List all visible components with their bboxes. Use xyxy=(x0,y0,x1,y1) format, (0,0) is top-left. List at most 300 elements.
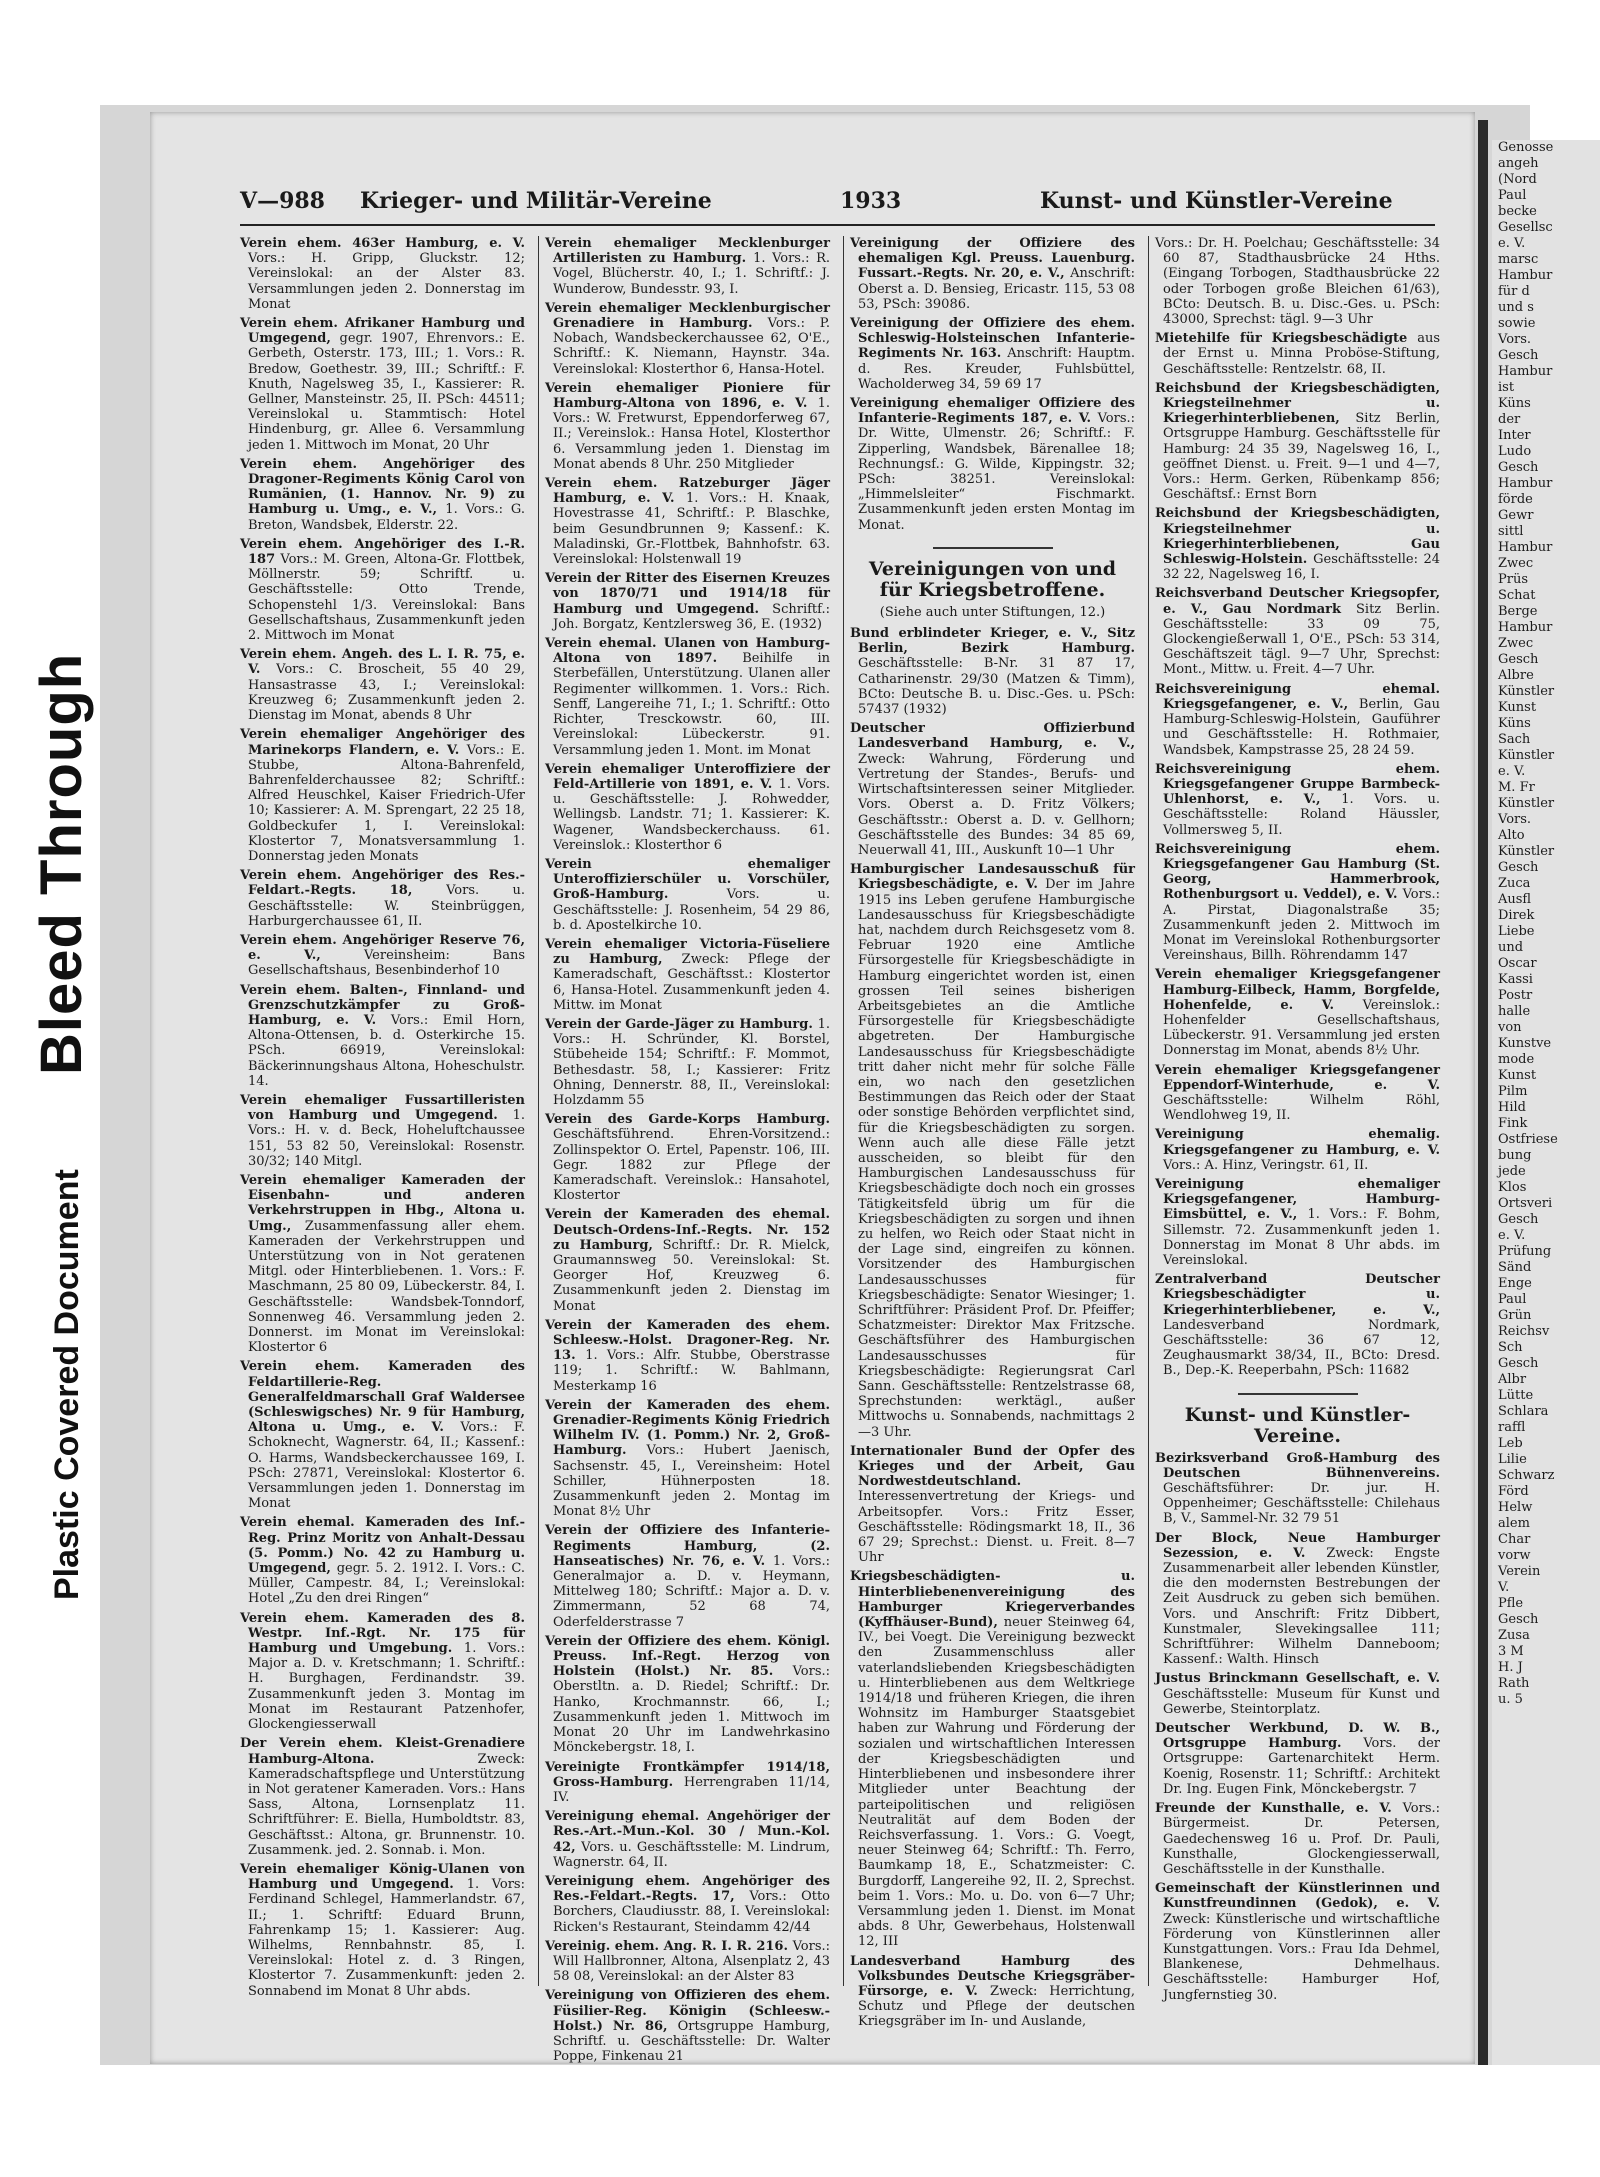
adjacent-page-fragment: von xyxy=(1498,1020,1522,1035)
adjacent-page-fragment: u. 5 xyxy=(1498,1692,1523,1707)
directory-entry xyxy=(240,316,525,453)
entry-details: 1. Vors.: Alfr. Stubbe, Oberstrasse 119; 1. Schriftf.: W. Bahlmann, Mesterkamp 16 xyxy=(553,1348,830,1394)
entry-details: 1. Vors.: H. Knaak, Hovestrasse 41, Schriftf.: P. Blaschke, beim Gesundbrunnen 9; Kassenf.: K. Maladinski, Gr.-Flottbek, Bahnhofstr. 63. Vereinslokal: Holstenwall 19 xyxy=(553,491,830,568)
entry-details: Berlin, Gau Hamburg-Schleswig-Holstein, Gauführer und Geschäftsstelle: H. Rothmaier, Wandsbek, Kampstrasse 25, 28 24 59. xyxy=(1163,696,1440,758)
adjacent-page-fragment: Hambur xyxy=(1498,540,1553,555)
adjacent-page-fragment: Künstler xyxy=(1498,748,1555,763)
entry-details: Zweck: Wahrung, Förderung und Vertretung der Standes-, Berufs- und Wirtschaftsinteressen seiner Mitglieder. Vors. Oberst a. D. Fritz Völkers; Geschäftsstr.: Oberst a. D. v. Gellhorn; Geschäftsstelle des Bundes: 34 85 69, Neuerwall 41, III., Auskunft 10—1 Uhr xyxy=(858,751,1135,858)
directory-entry xyxy=(240,1173,525,1355)
entry-name: Verein ehemaliger Kriegsgefangener Eppendorf-Winterhude, e. V. xyxy=(1155,1062,1440,1093)
directory-entry xyxy=(240,1736,525,1858)
directory-entry xyxy=(1155,1177,1440,1268)
adjacent-page-fragment: Hambur xyxy=(1498,364,1553,379)
adjacent-page-fragment: Genosse xyxy=(1498,140,1554,155)
adjacent-page-fragment: bung xyxy=(1498,1148,1532,1163)
adjacent-page-fragment: Schlara xyxy=(1498,1404,1549,1419)
directory-entry xyxy=(1155,586,1440,677)
entry-name: Verein ehemaliger König-Ulanen von Hamburg und Umgegend. xyxy=(240,1861,525,1893)
adjacent-page-fragment: förde xyxy=(1498,492,1533,507)
directory-entry xyxy=(545,1634,830,1756)
entry-name: Verein ehemaliger Pioniere für Hamburg-Altona von 1896, e. V. xyxy=(545,380,830,412)
entry-details: 1. Vors. u. Geschäftsstelle: J. Rohwedder, Wellingsb. Landstr. 71; 1. Kassierer: K. Wagener, Wandsbeckerchauss. 61. Vereinslok.: Klosterthor 6 xyxy=(553,776,830,853)
entry-name: Reichsvereinigung ehem. Kriegsgefangener Gruppe Barmbeck-Uhlenhorst, e. V., xyxy=(1155,761,1440,808)
directory-entry xyxy=(545,1874,830,1935)
entry-details: Vors.: H. Gripp, Gluckstr. 12; Vereinslokal: an der Alster 83. Versammlungen jeden 2. Donnerstag im Monat xyxy=(248,251,525,312)
adjacent-page-fragment: halle xyxy=(1498,1004,1531,1019)
entry-name: Deutscher Werkbund, D. W. B., Ortsgruppe Hamburg. xyxy=(1155,1721,1440,1752)
entry-details: Sitz Berlin. Geschäftsstelle: 33 09 75, Glockengießerwall 1, O'E., PSch: 53 314, Geschäftszeit tägl. 9—7 Uhr, Sprechst: Mont., Mittw. u. Freit. 4—7 Uhr. xyxy=(1163,601,1440,678)
entry-name: Verein der Kameraden des ehem. Grenadier-Regiments König Friedrich Wilhelm IV. (1. Pomm.) Nr. 2, Groß-Hamburg. xyxy=(545,1397,830,1459)
adjacent-page-fragment: Grün xyxy=(1498,1308,1532,1323)
adjacent-page-fragment: Liebe xyxy=(1498,924,1535,939)
adjacent-page-fragment: Künstler xyxy=(1498,684,1555,699)
directory-entry xyxy=(850,626,1135,717)
directory-entry xyxy=(240,1093,525,1169)
entry-details: Vors.: M. Green, Altona-Gr. Flottbek, Möllnerstr. 59; Schriftf. u. Geschäftsstelle: Otto Trende, Schopenstehl 1/3. Vereinslokal: Bans Gesellschaftshaus, Zusammenkunft jeden 2. Mittwoch im Monat xyxy=(248,552,525,644)
entry-details: Zweck: Künstlerische und wirtschaftliche Förderung von Künstlerinnen aller Kunstgattungen. Vors.: Frau Ida Dehmel, Blankenese, Dehmelhaus. Geschäftsstelle: Hamburger Hof, Jungfernstieg 30. xyxy=(1163,1911,1440,2003)
adjacent-page-fragment: Hambur xyxy=(1498,620,1553,635)
entry-name: Verein ehem. Angehöriger des Res.-Feldart.-Regts. 18, xyxy=(240,868,525,899)
column-4 xyxy=(1155,236,1441,2003)
adjacent-page-fragment: Leb xyxy=(1498,1436,1523,1451)
directory-entry xyxy=(1155,331,1440,377)
directory-entry xyxy=(1155,1063,1440,1124)
column-divider xyxy=(843,236,844,1986)
entry-details: Vors. der Ortsgruppe: Gartenarchitekt Herm. Koenig, Rosenstr. 11; Schriftf.: Architekt Dr. Ing. Eugen Fink, Mönckebergstr. 7 xyxy=(1163,1736,1441,1797)
adjacent-page-fragment: Sch xyxy=(1498,1340,1523,1355)
entry-name: Verein ehemal. Kameraden des Inf.-Reg. Prinz Moritz von Anhalt-Dessau (5. Pomm.) No. 42 zu Hamburg u. Umgegend, xyxy=(240,1515,525,1577)
entry-details: Vors.: C. Broscheit, 55 40 29, Hansastrasse 43, I.; Vereinslokal: Kreuzweg 6; Zusammenkunft jeden 2. Dienstag im Monat, abends 8 Uhr xyxy=(248,662,525,724)
directory-entry xyxy=(850,1444,1135,1566)
entry-details: 1. Vors.: R. Vogel, Blücherstr. 40, I.; 1. Schriftf.: J. Wunderow, Bundesstr. 93, I. xyxy=(553,251,830,297)
adjacent-page-fragment: Küns xyxy=(1498,396,1531,411)
entry-name: Verein ehemaliger Fussartilleristen von Hamburg und Umgegend. xyxy=(240,1092,525,1124)
adjacent-page-fragment: und s xyxy=(1498,300,1534,315)
entry-name: Verein ehemal. Ulanen von Hamburg-Altona von 1897. xyxy=(545,636,830,667)
entry-name: Verein ehemaliger Mecklenburger Artilleristen zu Hamburg. xyxy=(545,236,830,267)
entry-details: 1. Vors.: H. Schründer, Kl. Borstel, Stübeheide 154; Schriftf.: F. Mommot, Bethesdastr. 58, I.; Kassierer: Fritz Ohning, Dennerstr. 88, II., Vereinslokal: Holzdamm 55 xyxy=(553,1016,830,1108)
entry-details: 1. Vors.: Major a. D. v. Kretschmann; 1. Schriftf.: H. Burghagen, Ferdinandstr. 39. Zusammenkunft jeden 3. Montag im Monat im Restaurant Patzenhofer, Glockengiesserwall xyxy=(248,1641,525,1733)
entry-name: Landesverband Hamburg des Volksbundes Deutsche Kriegsgräber-Fürsorge, e. V. xyxy=(850,1953,1135,1999)
entry-details: neuer Steinweg 64, IV., bei Voegt. Die Vereinigung bezweckt den Zusammenschluss aller vaterlandsliebenden Kriegsbeschädigten u. Hinterbliebenen aus dem Weltkriege 1914/18 und früheren Kriegen, die ihren Wohnsitz im Hamburger Staatsgebiet haben zur Wahrung und Förderung der sozialen und wirtschaftlichen Interessen der Kriegsbeschädigten und Hinterbliebenen und insbesondere ihrer Mitglieder unter Beachtung der parteipolitischen und religiösen Neutralität auf dem Boden der Reichsverfassung. 1. Vors.: G. Voegt, neuer Steinweg 64; Schriftf.: Th. Ferro, Baumkamp 18, E., Schatzmeister: C. Burgdorff, Langereihe 92, II. 2, Sprechst. beim 1. Vors.: Mo. u. Do. von 6—7 Uhr; Versammlung jeden 1. Dienst. im Monat abds. 8 Uhr, Gewerbehaus, Holstenwall 12, III xyxy=(858,1615,1136,1950)
directory-entry xyxy=(545,571,830,632)
directory-entry xyxy=(545,636,830,758)
entry-name: Gemeinschaft der Künstlerinnen und Kunstfreundinnen (Gedok), e. V. xyxy=(1155,1881,1440,1912)
directory-entry xyxy=(1155,1127,1440,1173)
adjacent-page-fragment: V. xyxy=(1498,1580,1510,1595)
entry-details: Geschäftsstelle: Museum für Kunst und Gewerbe, Steintorplatz. xyxy=(1163,1686,1440,1717)
entry-name: Verein der Offiziere des Infanterie-Regiments Hamburg, (2. Hanseatisches) Nr. 76, e. V. xyxy=(545,1523,830,1569)
directory-entry xyxy=(1155,762,1440,838)
entry-name: Reichsbund der Kriegsbeschädigten, Kriegsteilnehmer u. Kriegerhinterbliebenen, xyxy=(1155,380,1440,427)
entry-details: Vors.: A. Pirstat, Diagonalstraße 35; Zusammenkunft jeden 2. Mittwoch im Monat im Vereinslokal Rothenburgsorter Vereinshaus, Billh. Röhrendamm 147 xyxy=(1163,887,1440,964)
entry-name: Vereinig. ehem. Ang. R. I. R. 216. xyxy=(545,1938,793,1954)
entry-details: Vors. u. Geschäftsstelle: J. Rosenheim, 54 29 86, b. d. Apostelkirche 10. xyxy=(553,887,830,933)
entry-name: Reichsverband Deutscher Kriegsopfer, e. V., Gau Nordmark xyxy=(1155,586,1440,617)
adjacent-page-fragment: Gesch xyxy=(1498,1612,1539,1627)
adjacent-page-fragment: jede xyxy=(1498,1164,1526,1179)
directory-entry xyxy=(850,236,1135,312)
entry-name: Verein ehemaliger Victoria-Füseliere zu Hamburg, xyxy=(545,936,830,968)
adjacent-page-fragment: Inter xyxy=(1498,428,1531,443)
entry-name: Deutscher Offizierbund Landesverband Hamburg, e. V., xyxy=(850,721,1135,752)
entry-name: Verein ehemaliger Angehöriger des Marinekorps Flandern, e. V. xyxy=(240,727,525,758)
entry-name: Verein ehem. 463er Hamburg, e. V. xyxy=(240,236,525,251)
entry-details: Schriftf.: Dr. R. Mielck, Graumannsweg 50. Vereinslokal: St. Georger Hof, Kreuzweg 6. Zusammenkunft jeden 2. Dienstag im Monat xyxy=(553,1237,830,1314)
directory-entry xyxy=(1155,381,1440,503)
adjacent-page-fragment: Gesch xyxy=(1498,860,1539,875)
directory-entry xyxy=(545,1809,830,1870)
directory-entry xyxy=(545,1207,830,1313)
entry-name: Verein ehem. Kameraden des Feldartillerie-Reg. Generalfeldmarschall Graf Waldersee (Schleswigsches) Nr. 9 für Hamburg, Altona u. Umg., e. V. xyxy=(240,1359,525,1436)
adjacent-page-fragment: 3 M xyxy=(1498,1644,1524,1659)
adjacent-page-fragment: für d xyxy=(1498,284,1530,299)
adjacent-page-fragment: und xyxy=(1498,940,1524,955)
adjacent-page-fragment: Prüs xyxy=(1498,572,1529,587)
column-2 xyxy=(545,236,831,2065)
section-rule xyxy=(1238,1393,1358,1395)
adjacent-page-fragment: Prüfung xyxy=(1498,1244,1552,1259)
adjacent-page-fragment: Kunst xyxy=(1498,700,1537,715)
entry-name: Vereinigung ehemalig. Kriegsgefangener zu Hamburg, e. V. xyxy=(1155,1127,1440,1158)
page-gutter xyxy=(1478,120,1488,2065)
entry-name: Verein ehem. Ratzeburger Jäger Hamburg, e. V. xyxy=(545,476,830,507)
adjacent-page-fragment: Ortsveri xyxy=(1498,1196,1553,1211)
directory-entry xyxy=(240,1515,525,1606)
adjacent-page-fragment: Förd xyxy=(1498,1484,1529,1499)
directory-entry xyxy=(1155,236,1440,327)
directory-entry xyxy=(240,933,525,979)
entry-details: 1. Vors.: Generalmajor a. D. v. Heymann, Mittelweg 180; Schriftf.: Major a. D. v. Zimmermann, 52 68 74, Oderfelderstrasse 7 xyxy=(553,1553,830,1630)
entry-details: Zweck: Kameradschaftspflege und Unterstützung in Not geratener Kameraden. Vors.: Hans Sass, Altona, Lornsenplatz 11. Schriftführer: E. Biella, Humboldtstr. 83, Geschäftsst.: Altona, gr. Brunnenstr. 10. Zusammenk. jed. 2. Sonnab. i. Mon. xyxy=(248,1751,525,1858)
entry-details: Geschäftsstelle: Wilhelm Röhl, Wendlohweg 19, II. xyxy=(1163,1092,1440,1124)
adjacent-page-fragment: e. V. xyxy=(1498,236,1526,251)
directory-entry xyxy=(240,1611,525,1733)
adjacent-page-fragment: Paul xyxy=(1498,1292,1527,1307)
entry-details: Vors.: Dr. Witte, Ulmenstr. 26; Schriftf.: F. Zipperling, Wandsbek, Bärenallee 18; Rechnungsf.: G. Wilde, Kippingstr. 32; PSch: 38251. Vereinslokal: „Himmelsleiter“ Fischmarkt. Zusammenkunft jeden ersten Montag im Monat. xyxy=(858,411,1135,533)
entry-details: Vors.: P. Nobach, Wandsbeckerchaussee 62, O'E., Schriftf.: K. Niemann, Haynstr. 34a. Vereinslokal: Klosterthor 6, Hansa-Hotel. xyxy=(553,316,830,377)
header-left-title: Krieger- und Militär-Vereine xyxy=(360,188,712,214)
adjacent-page-fragment: Alto xyxy=(1498,828,1525,843)
entry-name: Bezirksverband Groß-Hamburg des Deutschen Bühnenvereins. xyxy=(1155,1450,1440,1481)
adjacent-page-fragment: Pfle xyxy=(1498,1596,1524,1611)
adjacent-page-fragment: ist xyxy=(1498,380,1515,395)
adjacent-page-fragment: Oscar xyxy=(1498,956,1537,971)
entry-name: Reichsvereinigung ehemal. Kriegsgefangener, e. V., xyxy=(1155,681,1440,712)
entry-details: gegr. 5. 2. 1912. I. Vors.: C. Müller, Campestr. 84, I.; Vereinslokal: Hotel „Zu den drei Ringen“ xyxy=(248,1561,525,1607)
entry-name: Verein ehem. Angeh. des L. I. R. 75, e. V. xyxy=(240,647,525,678)
entry-details: Vors.: E. Stubbe, Altona-Bahrenfeld, Bahrenfelderchaussee 82; Schriftf.: Alfred Heuschkel, Kaiser Friedrich-Ufer 10; Kassierer: A. M. Sprengart, 22 25 18, Goldbeckufer 1, I. Vereinslokal: Klostertor 7, Monatsversammlung 1. Donnerstag jeden Monats xyxy=(248,742,525,864)
adjacent-page-fragment: Sänd xyxy=(1498,1260,1532,1275)
directory-entry xyxy=(545,937,830,1013)
entry-name: Vereinigung ehemaliger Offiziere des Infanterie-Regiments 187, e. V. xyxy=(850,396,1135,427)
entry-details: Vors.: Will Hallbronner, Altona, Alsenplatz 2, 43 58 08, Vereinslokal: an der Alster 83 xyxy=(553,1938,830,1985)
entry-name: Vereinigung von Offizieren des ehem. Füsilier-Reg. Königin (Schleesw.-Holst.) Nr. 86, xyxy=(545,1988,830,2034)
directory-entry xyxy=(1155,506,1440,582)
adjacent-page-fragment: (Nord xyxy=(1498,172,1537,187)
directory-entry xyxy=(1155,967,1440,1058)
adjacent-page-fragment: sittl xyxy=(1498,524,1524,539)
directory-entry xyxy=(240,457,525,533)
section-heading: Kunst- und Künstler-Vereine. xyxy=(1184,1403,1411,1447)
section-note: (Siehe auch unter Stiftungen, 12.) xyxy=(879,604,1106,620)
adjacent-page-fragment: Gesch xyxy=(1498,460,1539,475)
directory-entry xyxy=(850,316,1135,392)
entry-details: Landesverband Nordmark, Geschäftsstelle: 36 67 12, Zeughausmarkt 38/34, II., BCto: Dresd. B., Dep.-K. Reeperbahn, PSch: 11682 xyxy=(1163,1317,1440,1379)
entry-details: Vors.: Otto Borchers, Claudiusstr. 88, I. Vereinslokal: Ricken's Restaurant, Steindamm 42/44 xyxy=(553,1889,831,1935)
header-year: 1933 xyxy=(840,188,902,214)
directory-entry xyxy=(850,1569,1135,1949)
adjacent-page-fragment: Hambur xyxy=(1498,476,1553,491)
entry-name: Verein ehemaliger Mecklenburgischer Grenadiere in Hamburg. xyxy=(545,300,830,332)
adjacent-page-fragment: Reichsv xyxy=(1498,1324,1550,1339)
adjacent-page-fragment: marsc xyxy=(1498,252,1539,267)
entry-details: Anschrift: Hauptm. d. Res. Kreuder, Fuhlsbüttel, Wacholderweg 34, 59 69 17 xyxy=(858,346,1135,392)
entry-details: Vors. u. Geschäftsstelle: W. Steinbrüggen, Harburgerchaussee 61, II. xyxy=(248,883,525,929)
adjacent-page-fragment: Verein xyxy=(1498,1564,1541,1579)
adjacent-page-fragment: Kunstve xyxy=(1498,1036,1552,1051)
entry-name: Verein der Garde-Jäger zu Hamburg. xyxy=(545,1016,818,1032)
entry-name: Verein der Offiziere des ehem. Königl. Preuss. Inf.-Regt. Herzog von Holstein (Holst.) Nr. 85. xyxy=(545,1633,830,1680)
entry-name: Bund erblindeter Krieger, e. V., Sitz Berlin, Bezirk Hamburg. xyxy=(850,626,1135,657)
entry-name: Verein ehemaliger Kameraden der Eisenbahn- und anderen Verkehrstruppen in Hbg., Altona u. Umg., xyxy=(240,1172,525,1234)
column-1 xyxy=(240,236,526,1999)
directory-entry xyxy=(1155,842,1440,964)
adjacent-page-fragment: Zusa xyxy=(1498,1628,1530,1643)
entry-details: Schriftf.: Joh. Borgatz, Kentzlersweg 36, E. (1932) xyxy=(553,601,830,632)
directory-entry xyxy=(545,1760,830,1806)
entry-details: Zusammenfassung aller ehem. Kameraden der Verkehrstruppen und Unterstützung von in Not geratenen Mitgl. oder Hinterbliebenen. 1. Vors.: F. Maschmann, 25 80 09, Lübeckerstr. 84, I. Geschäftsstelle: Wandsbek-Tonndorf, Sonnenweg 46. Versammlung jeden 2. Donnerst. im Monat im Vereinslokal: Klostertor 6 xyxy=(248,1218,525,1356)
entry-name: Verein ehem. Balten-, Finnland- und Grenzschutzkämpfer zu Groß-Hamburg, e. V. xyxy=(240,982,525,1028)
entry-details: Sitz Berlin, Ortsgruppe Hamburg. Geschäftsstelle für Hamburg: 24 35 39, Nagelsweg 16, I., geöffnet Dienst. u. Freit. 9—1 und 4—7, Vors.: Herm. Gerken, Rübenkamp 856; Geschäftsf.: Ernst Born xyxy=(1163,411,1440,503)
entry-details: Vors.: Hubert Jaenisch, Sachsenstr. 45, I., Vereinsheim: Hotel Schiller, Hühnerposten 18. Zusammenkunft jeden 2. Montag im Monat 8½ Uhr xyxy=(553,1443,830,1520)
adjacent-page-fragment: mode xyxy=(1498,1052,1535,1067)
adjacent-page-fragment: Kunst xyxy=(1498,1068,1537,1083)
entry-name: Verein ehemaliger Kriegsgefangener Hamburg-Eilbeck, Hamm, Borgfelde, Hohenfelde, e. V. xyxy=(1155,967,1440,1013)
plastic-covered-label: Plastic Covered Document xyxy=(48,1169,86,1600)
adjacent-page-fragment: alem xyxy=(1498,1516,1530,1531)
entry-name: Verein ehem. Angehöriger des Dragoner-Regiments König Carol von Rumänien, (1. Hannov. Nr. 9) zu Hamburg u. Umg., e. V., xyxy=(240,456,525,518)
adjacent-page-fragment: H. J xyxy=(1498,1660,1523,1675)
entry-details: aus der Ernst u. Minna Proböse-Stiftung, Geschäftsstelle: Rentzelstr. 68, II. xyxy=(1163,331,1440,377)
entry-name: Reichsbund der Kriegsbeschädigten, Kriegsteilnehmer u. Kriegerhinterbliebenen, Gau Schleswig-Holstein. xyxy=(1155,506,1440,568)
entry-details: Vereinslok.: Hohenfelder Gesellschaftshaus, Lübeckerstr. 91. Versammlung jed ersten Donnerstag im Monat, abends 8½ Uhr. xyxy=(1163,997,1440,1059)
adjacent-page-fragment: Gesellsc xyxy=(1498,220,1553,235)
adjacent-page-fragment: sowie xyxy=(1498,316,1536,331)
directory-entry xyxy=(545,236,830,297)
entry-details: 1. Vors. u. Geschäftsstelle: Roland Häussler, Vollmersweg 5, II. xyxy=(1163,792,1440,838)
entry-details: gegr. 1907, Ehrenvors.: E. Gerbeth, Osterstr. 173, III.; 1. Vors.: R. Bredow, Goethestr. 39, III.; Schriftf.: F. Knuth, Nagelsweg 35, I., Kassierer: R. Gellner, Mansteinstr. 25, II. PSch: 44511; Vereinslokal u. Stammtisch: Hotel Hindenburg, gr. Allee 6. Versammlung jeden 1. Mittwoch im Monat, 20 Uhr xyxy=(248,331,525,453)
adjacent-page-fragment: Direk xyxy=(1498,908,1535,923)
directory-entry xyxy=(240,236,525,312)
adjacent-page-fragment: vorw xyxy=(1498,1548,1531,1563)
entry-details: Vors.: F. Schoknecht, Wagnerstr. 64, II.; Kassenf.: O. Harms, Wandsbeckerchaussee 169, I. PSch: 27871, Vereinslokal: Klostertor 6. Versammlungen jeden 1. Donnerstag im Monat xyxy=(248,1420,525,1512)
adjacent-page-fragment: Schat xyxy=(1498,588,1536,603)
adjacent-page-fragment: Paul xyxy=(1498,188,1527,203)
directory-entry xyxy=(850,396,1135,533)
adjacent-page-fragment: Ostfriese xyxy=(1498,1132,1558,1147)
entry-name: Verein der Kameraden des ehem. Schleesw.-Holst. Dragoner-Reg. Nr. 13. xyxy=(545,1317,830,1364)
directory-entry xyxy=(240,868,525,929)
directory-entry xyxy=(240,537,525,643)
entry-details: Zweck: Herrichtung, Schutz und Pflege der deutschen Kriegsgräber im In- und Auslande, xyxy=(858,1983,1135,2030)
header-rule xyxy=(240,224,1435,226)
entry-details: 1. Vors: Ferdinand Schlegel, Hammerlandstr. 67, II.; 1. Schriftf: Eduard Brunn, Fahrenkamp 15; 1. Kassierer: Aug. Wilhelms, Rennbahnstr. 85, I. Vereinslokal: Hotel z. d. 3 Ringen, Klostertor 7. Zusammenkunft: jeden 2. Sonnabend im Monat 8 Uhr abds. xyxy=(248,1877,525,1999)
adjacent-page-fragment: Postr xyxy=(1498,988,1533,1003)
entry-name: Vereinigung ehemaliger Kriegsgefangener, Hamburg-Eimsbüttel, e. V., xyxy=(1155,1176,1440,1223)
entry-details: Vereinsheim: Bans Gesellschaftshaus, Besenbinderhof 10 xyxy=(248,948,525,979)
entry-name: Freunde der Kunsthalle, e. V. xyxy=(1155,1801,1403,1817)
entry-name: Verein der Kameraden des ehemal. Deutsch-Ordens-Inf.-Regts. Nr. 152 zu Hamburg, xyxy=(545,1207,830,1253)
entry-details: Geschäftsführend. Ehren-Vorsitzend.: Zollinspektor O. Ertel, Papenstr. 106, III. Gegr. 1882 zur Pflege der Kameradschaft. Vereinslok.: Hansahotel, Klostertor xyxy=(553,1127,830,1204)
entry-name: Mietehilfe für Kriegsbeschädigte xyxy=(1155,331,1418,347)
adjacent-page-fragment: Gesch xyxy=(1498,348,1539,363)
adjacent-page-fragment: Zuca xyxy=(1498,876,1531,891)
entry-name: Verein ehemaliger Unteroffiziere der Feld-Artillerie von 1891, e. V. xyxy=(545,761,830,792)
entry-details: Zweck: Engste Zusammenarbeit aller lebenden Künstler, die den modernsten Bestrebungen der Zeit Ausdruck zu geben sich bemühen. Vors. und Anschrift: Fritz Dibbert, Kunstmaler, Slevekingsallee 111; Schriftführer: Wilhelm Danneboom; Kassenf.: Walth. Hinsch xyxy=(1163,1545,1440,1668)
entry-name: Vereinigung ehem. Angehöriger des Res.-Feldart.-Regts. 17, xyxy=(545,1873,830,1905)
directory-entry xyxy=(545,762,830,853)
entry-name: Verein der Ritter des Eisernen Kreuzes von 1870/71 und 1914/18 für Hamburg und Umgegend. xyxy=(545,571,830,617)
entry-name: Reichsvereinigung ehem. Kriegsgefangener Gau Hamburg (St. Georg, Hammerbrook, Rothenburgsort u. Veddel), e. V. xyxy=(1155,841,1440,903)
directory-entry xyxy=(545,1523,830,1629)
adjacent-page-fragment: e. V. xyxy=(1498,764,1526,779)
directory-entry xyxy=(545,476,830,567)
directory-entry xyxy=(240,1862,525,1999)
adjacent-page-fragment: becke xyxy=(1498,204,1537,219)
column-3 xyxy=(850,236,1136,2030)
entry-details: Vors.: Dr. H. Poelchau; Geschäftsstelle: 34 60 87, Stadthausbrücke 24 Hths. (Eingang Torbogen, Stadthausbrücke 22 oder Torbogen große Bleichen 61/63), BCto: Deutsch. B. u. Disc.-Ges. u. PSch: 43000, Sprechst: tägl. 9—3 Uhr xyxy=(1155,236,1440,328)
entry-details: Vors.: Emil Horn, Altona-Ottensen, b. d. Osterkirche 15. PSch. 66919, Vereinslokal: Bäckerinnungshaus Altona, Hoheschulstr. 14. xyxy=(248,1012,526,1089)
entry-details: Vors.: Oberstltn. a. D. Riedel; Schriftf.: Dr. Hanko, Krochmannstr. 66, I.; Zusammenkunft jeden 1. Mittwoch im Monat 20 Uhr im Landwehrkasino Mönckebergstr. 18, I. xyxy=(553,1664,830,1756)
entry-details: Der im Jahre 1915 ins Leben gerufene Hamburgische Landesausschuss für Kriegsbeschädigte hat, nachdem durch Reichsgesetz vom 8. Februar 1920 eine Amtliche Fürsorgestelle für Kriegsbeschädigte in Hamburg eingerichtet worden ist, einen grossen Teil seines bisherigen Arbeitsgebietes an die Amtliche Fürsorgestelle für Kriegsbeschädigte abgetreten. Der Hamburgische Landesausschuss für Kriegsbeschädigte tritt daher nicht mehr für solche Fälle ein, wo nach den gesetzlichen Bestimmungen das Reich oder der Staat oder sonstige Behörden verpflichtet sind, für die Kriegsbeschädigten zu sorgen. Wenn auch alle diese Fälle jetzt ausscheiden, so bleibt für den Hamburgischen Landesausschuss für Kriegsbeschädigte doch noch ein grosses Tätigkeitsfeld übrig um für die Kriegsbeschädigten zu sorgen und ihnen zu helfen, wo Reich oder Staat nicht in der Lage sind, eingreifen zu können. Vorsitzender des Hamburgischen Landesausschusses für Kriegsbeschädigte: Senator Wiesinger; 1. Schriftführer: Präsident Prof. Dr. Pfeiffer; Schatzmeister: Direktor Max Fritzsche. Geschäftsführer des Hamburgischen Landesausschusses für Kriegsbeschädigte: Regierungsrat Carl Sann. Geschäftsstelle: Rentzelstrasse 68, Sprechstunden: werktägl., außer Mittwochs u. Sonnabends, nachmittags 2—3 Uhr. xyxy=(858,877,1135,1440)
directory-entry xyxy=(545,1017,830,1108)
adjacent-page-fragment: Gesch xyxy=(1498,1212,1539,1227)
adjacent-page-fragment: Hambur xyxy=(1498,268,1553,283)
adjacent-page-fragment: Zwec xyxy=(1498,556,1534,571)
directory-entry xyxy=(850,862,1135,1440)
entry-details: 1. Vors.: G. Breton, Wandsbek, Elderstr. 22. xyxy=(248,502,525,533)
entry-name: Verein ehemaliger Unteroffizierschüler u. Vorschüler, Groß-Hamburg. xyxy=(545,856,830,903)
directory-entry xyxy=(1155,1721,1440,1797)
entry-name: Der Block, Neue Hamburger Sezession, e. V. xyxy=(1155,1530,1440,1561)
adjacent-page-fragment: Küns xyxy=(1498,716,1531,731)
directory-entry xyxy=(545,1939,830,1985)
directory-entry xyxy=(240,727,525,864)
directory-entry xyxy=(1155,1272,1440,1378)
adjacent-page-fragment: Fink xyxy=(1498,1116,1528,1131)
entry-details: Herrengraben 11/14, IV. xyxy=(553,1774,830,1805)
directory-entry xyxy=(1155,682,1440,758)
adjacent-page-fragment: Gesch xyxy=(1498,652,1539,667)
entry-name: Verein ehem. Afrikaner Hamburg und Umgegend, xyxy=(240,316,525,347)
page-header xyxy=(240,188,1440,220)
entry-details: Anschrift: Oberst a. D. Bensieg, Ericastr. 115, 53 08 53, PSch: 39086. xyxy=(858,266,1135,312)
entry-details: 1. Vors.: W. Fretwurst, Eppendorferweg 67, II.; Vereinslok.: Hansa Hotel, Klosterthor 6. Versammlung jeden 1. Dienstag im Monat abends 8 Uhr. 250 Mitglieder xyxy=(553,396,830,472)
adjacent-page-fragment: Zwec xyxy=(1498,636,1534,651)
adjacent-page-fragment: M. Fr xyxy=(1498,780,1535,795)
adjacent-page-fragment: Vors. xyxy=(1498,812,1532,827)
directory-entry xyxy=(1155,1881,1440,2003)
entry-name: Verein ehem. Angehöriger des I.-R. 187 xyxy=(240,536,525,568)
directory-entry xyxy=(850,721,1135,858)
section-rule xyxy=(933,547,1053,549)
adjacent-page-fragment: Lütte xyxy=(1498,1388,1534,1403)
entry-name: Justus Brinckmann Gesellschaft, e. V. xyxy=(1155,1671,1440,1687)
entry-details: 1. Vors.: F. Bohm, Sillemstr. 72. Zusammenkunft jeden 1. Donnerstag im Monat 8 Uhr abds. im Vereinslokal. xyxy=(1163,1207,1441,1268)
entry-details: Geschäftsführer: Dr. jur. H. Oppenheimer; Geschäftsstelle: Chilehaus B, V., Sammel-Nr. 32 79 51 xyxy=(1163,1481,1440,1527)
column-divider xyxy=(1148,236,1149,1986)
adjacent-page-fragment: Rath xyxy=(1498,1676,1530,1691)
directory-entry xyxy=(850,1954,1135,2030)
adjacent-page-fragment: Helw xyxy=(1498,1500,1533,1515)
adjacent-page-fragment: Kassi xyxy=(1498,972,1533,987)
directory-entry xyxy=(545,381,830,472)
adjacent-page-fragment: Pilm xyxy=(1498,1084,1528,1099)
adjacent-page-fragment: Klos xyxy=(1498,1180,1527,1195)
entry-details: Zweck: Pflege der Kameradschaft, Geschäftsst.: Klostertor 6, Hansa-Hotel. Zusammenkunft jeden 4. Mittw. im Monat xyxy=(553,952,830,1013)
directory-entry xyxy=(240,647,525,723)
entry-details: Vors.: A. Hinz, Veringstr. 61, II. xyxy=(1163,1157,1369,1173)
adjacent-page-fragment: Hild xyxy=(1498,1100,1526,1115)
directory-entry xyxy=(545,1318,830,1394)
directory-entry xyxy=(240,983,525,1089)
header-right-title: Kunst- und Künstler-Vereine xyxy=(1040,188,1393,214)
entry-name: Vereinigte Frontkämpfer 1914/18, Gross-Hamburg. xyxy=(545,1759,830,1790)
entry-name: Internationaler Bund der Opfer des Krieges und der Arbeit, Gau Nordwestdeutschland. xyxy=(850,1443,1135,1490)
directory-entry xyxy=(1155,1531,1440,1668)
adjacent-page-fragment: Sach xyxy=(1498,732,1531,747)
directory-entry xyxy=(545,857,830,933)
adjacent-page-fragment: Char xyxy=(1498,1532,1531,1547)
adjacent-page-fragment: Enge xyxy=(1498,1276,1532,1291)
adjacent-page-fragment: Berge xyxy=(1498,604,1538,619)
entry-name: Verein ehem. Kameraden des 8. Westpr. Inf.-Rgt. Nr. 175 für Hamburg und Umgebung. xyxy=(240,1610,525,1657)
adjacent-page-fragment: Künstler xyxy=(1498,844,1555,859)
adjacent-page-fragment: Albr xyxy=(1498,1372,1527,1387)
directory-entry xyxy=(240,1359,525,1511)
adjacent-page xyxy=(1492,140,1600,2065)
directory-entry xyxy=(1155,1451,1440,1527)
entry-name: Vereinigung der Offiziere des ehem. Schleswig-Holsteinschen Infanterie-Regiments Nr. 163. xyxy=(850,316,1135,362)
directory-entry xyxy=(545,1988,830,2064)
entry-details: Vors.: Bürgermeist. Dr. Petersen, Gaedechensweg 16 u. Prof. Dr. Pauli, Kunsthalle, Glockengiesserwall, Geschäftsstelle in der Kunsthalle. xyxy=(1163,1801,1440,1877)
directory-entry xyxy=(545,1112,830,1203)
adjacent-page-fragment: Lilie xyxy=(1498,1452,1527,1467)
entry-details: Geschäftsstelle: 24 32 22, Nagelsweg 16, I. xyxy=(1163,552,1440,583)
entry-name: Hamburgischer Landesausschuß für Kriegsbeschädigte, e. V. xyxy=(850,862,1135,893)
entry-name: Verein ehem. Angehöriger Reserve 76, e. V., xyxy=(240,932,525,964)
entry-name: Vereinigung ehemal. Angehöriger der Res.-Art.-Mun.-Kol. 30 / Mun.-Kol. 42, xyxy=(545,1809,830,1855)
entry-details: Interessenvertretung der Kriegs- und Arbeitsopfer. Vors.: Fritz Esser, Geschäftsstelle: Rödingsmarkt 18, II., 36 67 29; Sprechst.: Dienst. u. Freit. 8—7 Uhr xyxy=(858,1489,1135,1566)
entry-name: Vereinigung der Offiziere des ehemaligen Kgl. Preuss. Lauenburg. Fussart.-Regts. Nr. 20, e. V., xyxy=(850,236,1135,282)
entry-details: Geschäftsstelle: B-Nr. 31 87 17, Catharinenstr. 29/30 (Matzen & Timm), BCto: Deutsche B. u. Disc.-Ges. u. PSch: 57437 (1932) xyxy=(858,656,1135,718)
page-reference: V—988 xyxy=(240,188,325,214)
adjacent-page-fragment: Ausfl xyxy=(1498,892,1532,907)
adjacent-page-fragment: Albre xyxy=(1498,668,1534,683)
entry-name: Verein des Garde-Korps Hamburg. xyxy=(545,1112,830,1128)
entry-details: Ortsgruppe Hamburg, Schriftf. u. Geschäftsstelle: Dr. Walter Poppe, Finkenau 21 xyxy=(553,2018,830,2065)
column-divider xyxy=(538,236,539,1986)
adjacent-page-fragment: Vors. xyxy=(1498,332,1532,347)
adjacent-page-fragment: Gesch xyxy=(1498,1356,1539,1371)
adjacent-page-fragment: Schwarz xyxy=(1498,1468,1555,1483)
entry-details: 1. Vors.: H. v. d. Beck, Hoheluftchaussee 151, 53 82 50, Vereinslokal: Rosenstr. 30/32; 140 Mitgl. xyxy=(248,1108,525,1169)
directory-entry xyxy=(545,1398,830,1520)
entry-name: Kriegsbeschädigten- u. Hinterbliebenenvereinigung des Hamburger Kriegerverbandes (Kyffhäuser-Bund), xyxy=(850,1569,1135,1631)
directory-entry xyxy=(545,301,830,377)
adjacent-page-fragment: Gewr xyxy=(1498,508,1534,523)
